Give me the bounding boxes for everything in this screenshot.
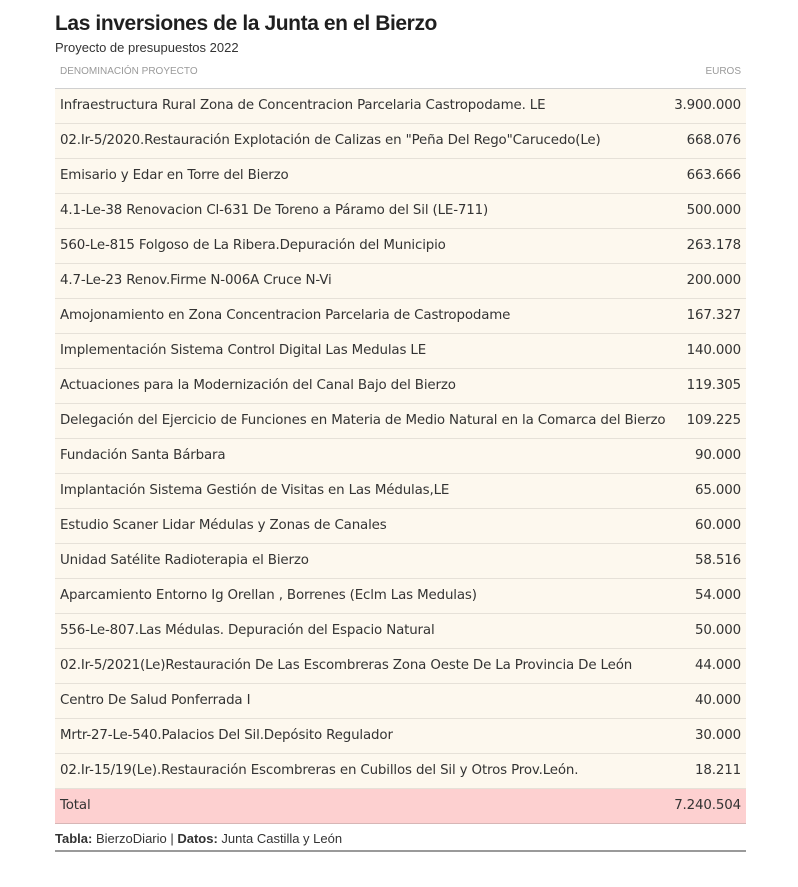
row-value: 119.305 — [665, 368, 746, 403]
row-name: 560-Le-815 Folgoso de La Ribera.Depuración del Municipio — [55, 228, 665, 263]
row-name: Mrtr-27-Le-540.Palacios Del Sil.Depósito Regulador — [55, 718, 665, 753]
table-row — [55, 543, 746, 578]
table-row — [55, 648, 746, 683]
row-value: 140.000 — [665, 333, 746, 368]
total-row — [55, 788, 746, 823]
table-row — [55, 158, 746, 193]
row-name: 02.Ir-5/2021(Le)Restauración De Las Escombreras Zona Oeste De La Provincia De León — [55, 648, 665, 683]
row-value: 60.000 — [665, 508, 746, 543]
row-name: 4.7-Le-23 Renov.Firme N-006A Cruce N-Vi — [55, 263, 665, 298]
total-label: Total — [55, 788, 665, 823]
row-name: Delegación del Ejercicio de Funciones en Materia de Medio Natural en la Comarca del Bierzo — [55, 403, 665, 438]
row-value: 40.000 — [665, 683, 746, 718]
row-name: 02.Ir-5/2020.Restauración Explotación de Calizas en "Peña Del Rego"Carucedo(Le) — [55, 123, 665, 158]
row-value: 50.000 — [665, 613, 746, 648]
row-value: 3.900.000 — [665, 88, 746, 123]
source-data-label: Datos: — [177, 830, 218, 846]
row-name: Fundación Santa Bárbara — [55, 438, 665, 473]
column-header-value: EUROS — [665, 66, 746, 88]
table-row — [55, 123, 746, 158]
table-row — [55, 368, 746, 403]
row-name: Infraestructura Rural Zona de Concentracion Parcelaria Castropodame. LE — [55, 88, 665, 123]
row-name: Implantación Sistema Gestión de Visitas en Las Médulas,LE — [55, 473, 665, 508]
row-name: Aparcamiento Entorno Ig Orellan , Borrenes (Eclm Las Medulas) — [55, 578, 665, 613]
row-value: 263.178 — [665, 228, 746, 263]
table-body — [55, 88, 746, 823]
row-name: Implementación Sistema Control Digital Las Medulas LE — [55, 333, 665, 368]
row-name: Estudio Scaner Lidar Médulas y Zonas de Canales — [55, 508, 665, 543]
row-value: 167.327 — [665, 298, 746, 333]
column-header-name: DENOMINACIÓN PROYECTO — [55, 66, 665, 88]
row-name: Actuaciones para la Modernización del Canal Bajo del Bierzo — [55, 368, 665, 403]
table-row — [55, 613, 746, 648]
table-row — [55, 508, 746, 543]
table-row — [55, 578, 746, 613]
table-row — [55, 298, 746, 333]
row-value: 54.000 — [665, 578, 746, 613]
row-name: 556-Le-807.Las Médulas. Depuración del Espacio Natural — [55, 613, 665, 648]
source-table-label: Tabla: — [55, 830, 93, 846]
table-row — [55, 228, 746, 263]
row-value: 65.000 — [665, 473, 746, 508]
row-value: 663.666 — [665, 158, 746, 193]
header-row — [55, 66, 746, 88]
table-row — [55, 473, 746, 508]
row-value: 30.000 — [665, 718, 746, 753]
table-row — [55, 753, 746, 788]
table-row — [55, 438, 746, 473]
row-value: 44.000 — [665, 648, 746, 683]
table-row — [55, 263, 746, 298]
table-row — [55, 333, 746, 368]
row-value: 668.076 — [665, 123, 746, 158]
table-row — [55, 193, 746, 228]
row-value: 200.000 — [665, 263, 746, 298]
chart-subtitle: Proyecto de presupuestos 2022 — [55, 40, 239, 55]
table-row — [55, 683, 746, 718]
data-table — [55, 66, 746, 824]
row-value: 90.000 — [665, 438, 746, 473]
row-name: Amojonamiento en Zona Concentracion Parcelaria de Castropodame — [55, 298, 665, 333]
table-row — [55, 718, 746, 753]
row-value: 500.000 — [665, 193, 746, 228]
row-value: 58.516 — [665, 543, 746, 578]
table-chart — [55, 12, 746, 852]
table-row — [55, 403, 746, 438]
row-name: 02.Ir-15/19(Le).Restauración Escombreras en Cubillos del Sil y Otros Prov.León. — [55, 753, 665, 788]
table-row — [55, 88, 746, 123]
row-name: Emisario y Edar en Torre del Bierzo — [55, 158, 665, 193]
row-value: 109.225 — [665, 403, 746, 438]
row-name: 4.1-Le-38 Renovacion Cl-631 De Toreno a Páramo del Sil (LE-711) — [55, 193, 665, 228]
total-value: 7.240.504 — [665, 788, 746, 823]
row-name: Centro De Salud Ponferrada I — [55, 683, 665, 718]
row-name: Unidad Satélite Radioterapia el Bierzo — [55, 543, 665, 578]
chart-title: Las inversiones de la Junta en el Bierzo — [55, 12, 437, 35]
source-data-value: Junta Castilla y León — [217, 830, 343, 846]
source-table-value: BierzoDiario | — [92, 830, 178, 846]
row-value: 18.211 — [665, 753, 746, 788]
source-note — [55, 824, 746, 852]
